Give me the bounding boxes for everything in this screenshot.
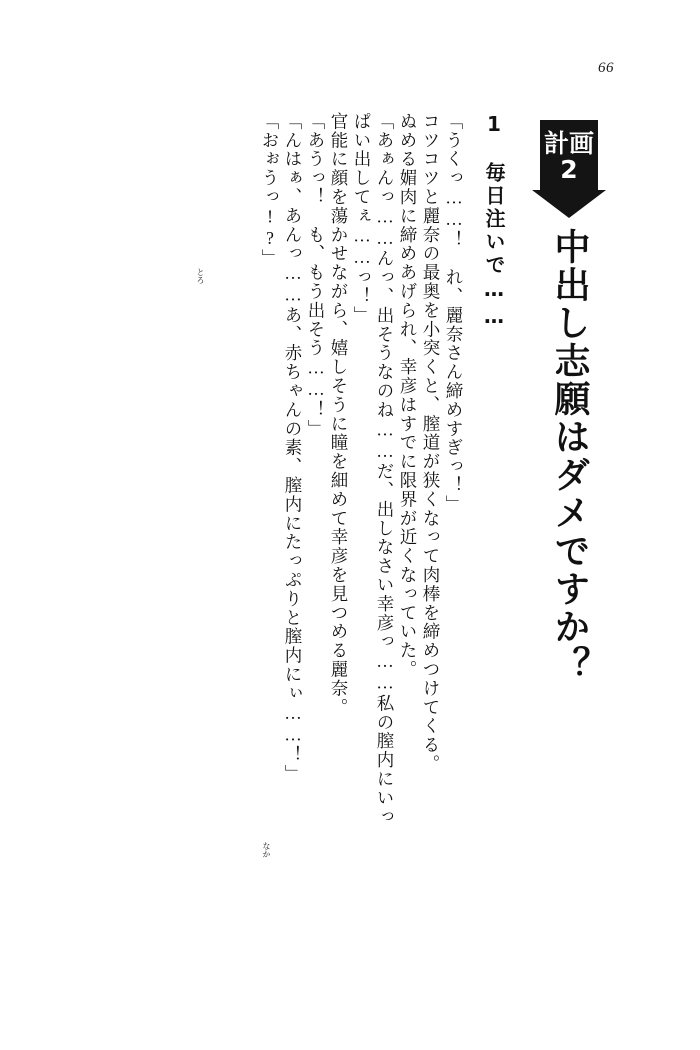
badge-arrow-head-icon: [532, 190, 606, 218]
text-column: ぱい出してぇ……っ！」: [352, 112, 372, 325]
ruby-annotation: なか: [262, 842, 271, 858]
text-column: 「おぉうっ!?」: [260, 112, 280, 269]
ruby-annotation: とろ: [196, 268, 205, 284]
page-number: 66: [598, 60, 614, 76]
chapter-number-badge: [532, 120, 606, 220]
badge-label-line1: 計画: [543, 128, 594, 158]
text-column: 「んはぁ、あんっ……あ、赤ちゃんの素、膣内にたっぷりと膣内にぃ……！」: [283, 112, 303, 784]
badge-label-line2: 2: [560, 155, 578, 184]
chapter-heading: [526, 120, 612, 840]
section-heading: 1 毎日注いで……: [482, 112, 506, 331]
text-column: 「うくっ……！ れ、麗奈さん締めすぎっ！」: [444, 112, 464, 514]
text-column: 「あぁんっ……んっ、出そうなのね……だ、出しなさい幸彦っ……私の膣内にいっ: [375, 112, 395, 827]
chapter-title: 中出し志願はダメですか？: [549, 228, 590, 684]
text-column: 官能に顔を蕩かせながら、嬉しそうに瞳を細めて幸彦を見つめる麗奈。: [329, 112, 349, 717]
badge-text: [532, 122, 606, 192]
text-column: 「あうっ！ も、もう出そう……！」: [306, 112, 326, 439]
text-column: コツコツと麗奈の最奥を小突くと、膣道が狭くなって肉棒を締めつけてくる。: [421, 112, 441, 774]
body-text-columns: [68, 112, 504, 932]
text-column: ぬめる媚肉に締めあげられ、幸彦はすでに限界が近くなっていた。: [398, 112, 418, 679]
